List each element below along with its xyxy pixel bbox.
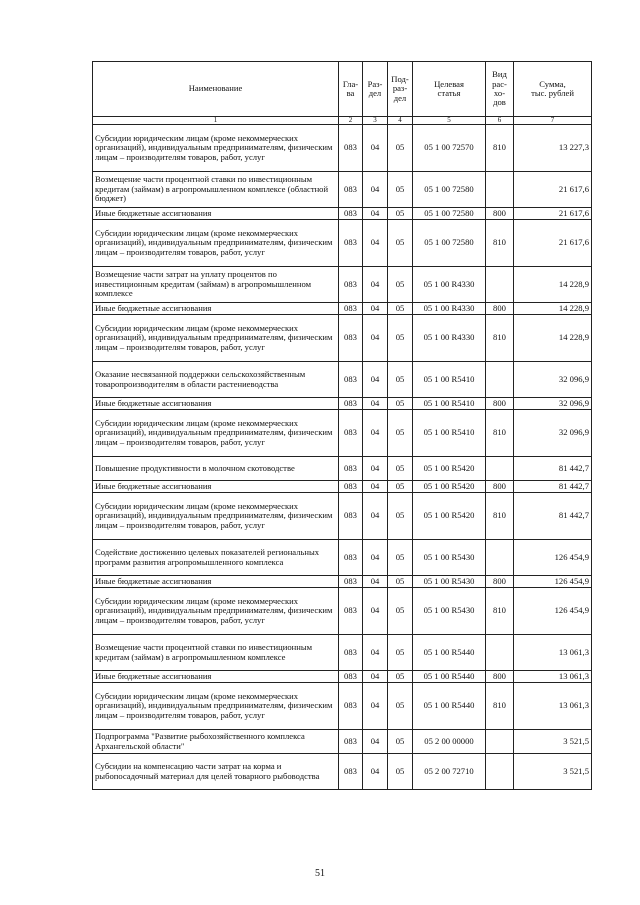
row-podrazdel: 05 (388, 362, 413, 398)
row-summa: 13 227,3 (514, 125, 592, 172)
page-number: 51 (315, 868, 325, 879)
header-celevaya-statya (413, 62, 486, 117)
header-razdel (363, 62, 388, 117)
row-vid-rashodov: 810 (486, 315, 514, 362)
row-celevaya-statya: 05 1 00 R5410 (413, 398, 486, 410)
header-name-text: Наименование (188, 83, 243, 94)
table-row (93, 125, 592, 172)
row-podrazdel: 05 (388, 588, 413, 635)
colnum-7: 7 (514, 117, 592, 125)
row-name: Субсидии юридическим лицам (кроме некоммерческих организаций), индивидуальным предпринимателям, физическим лицам – производителям товаров, работ, услуг (93, 410, 339, 457)
row-podrazdel: 05 (388, 410, 413, 457)
row-vid-rashodov (486, 362, 514, 398)
row-name: Субсидии юридическим лицам (кроме некоммерческих организаций), индивидуальным предпринимателям, физическим лицам – производителям товаров, работ, услуг (93, 125, 339, 172)
table-row (93, 410, 592, 457)
row-celevaya-statya: 05 1 00 72580 (413, 220, 486, 267)
row-summa: 81 442,7 (514, 481, 592, 493)
row-summa: 126 454,9 (514, 576, 592, 588)
row-summa: 126 454,9 (514, 540, 592, 576)
row-name: Субсидии юридическим лицам (кроме некоммерческих организаций), индивидуальным предпринимателям, физическим лицам – производителям товаров, работ, услуг (93, 220, 339, 267)
row-vid-rashodov: 810 (486, 125, 514, 172)
row-name: Субсидии на компенсацию части затрат на корма и рыбопосадочный материал для целей товарного рыбоводства (93, 754, 339, 790)
row-podrazdel: 05 (388, 125, 413, 172)
row-glava: 083 (339, 172, 363, 208)
budget-table (92, 61, 592, 790)
column-number-row (93, 117, 592, 125)
row-razdel: 04 (363, 671, 388, 683)
row-glava: 083 (339, 208, 363, 220)
row-razdel: 04 (363, 220, 388, 267)
header-vid-rashodov (486, 62, 514, 117)
header-glava (339, 62, 363, 117)
table-row (93, 267, 592, 303)
row-vid-rashodov (486, 172, 514, 208)
row-glava: 083 (339, 267, 363, 303)
row-razdel: 04 (363, 457, 388, 481)
row-name: Возмещение части процентной ставки по инвестиционным кредитам (займам) в агропромышленном комплексе (областной бюджет) (93, 172, 339, 208)
row-summa: 13 061,3 (514, 671, 592, 683)
table-row (93, 730, 592, 754)
row-podrazdel: 05 (388, 172, 413, 208)
colnum-4: 4 (388, 117, 413, 125)
row-glava: 083 (339, 303, 363, 315)
row-summa: 13 061,3 (514, 683, 592, 730)
row-podrazdel: 05 (388, 398, 413, 410)
row-summa: 14 228,9 (514, 315, 592, 362)
row-name: Оказание несвязанной поддержки сельскохозяйственным товаропроизводителям в области растениеводства (93, 362, 339, 398)
row-podrazdel: 05 (388, 493, 413, 540)
row-summa: 14 228,9 (514, 267, 592, 303)
table-row (93, 172, 592, 208)
row-razdel: 04 (363, 493, 388, 540)
row-vid-rashodov (486, 754, 514, 790)
row-name: Иные бюджетные ассигнования (93, 208, 339, 220)
row-vid-rashodov: 800 (486, 208, 514, 220)
table-body (93, 125, 592, 790)
row-celevaya-statya: 05 1 00 R5410 (413, 362, 486, 398)
row-podrazdel: 05 (388, 635, 413, 671)
row-name: Возмещение части затрат на уплату процентов по инвестиционным кредитам (займам) в агропромышленном комплексе (93, 267, 339, 303)
table-row (93, 683, 592, 730)
header-razdel-text: Раз- дел (367, 78, 383, 98)
table-row (93, 588, 592, 635)
row-podrazdel: 05 (388, 267, 413, 303)
row-glava: 083 (339, 754, 363, 790)
row-razdel: 04 (363, 410, 388, 457)
row-summa: 13 061,3 (514, 635, 592, 671)
row-celevaya-statya: 05 1 00 R4330 (413, 267, 486, 303)
row-razdel: 04 (363, 576, 388, 588)
row-celevaya-statya: 05 1 00 R5430 (413, 576, 486, 588)
row-name: Иные бюджетные ассигнования (93, 671, 339, 683)
table-row (93, 457, 592, 481)
row-vid-rashodov: 810 (486, 588, 514, 635)
row-name: Субсидии юридическим лицам (кроме некоммерческих организаций), индивидуальным предпринимателям, физическим лицам – производителям товаров, работ, услуг (93, 588, 339, 635)
row-podrazdel: 05 (388, 481, 413, 493)
row-glava: 083 (339, 410, 363, 457)
row-podrazdel: 05 (388, 540, 413, 576)
row-summa: 21 617,6 (514, 220, 592, 267)
header-podrazdel (388, 62, 413, 117)
row-celevaya-statya: 05 2 00 00000 (413, 730, 486, 754)
row-glava: 083 (339, 457, 363, 481)
table-row (93, 208, 592, 220)
row-glava: 083 (339, 588, 363, 635)
row-razdel: 04 (363, 362, 388, 398)
row-vid-rashodov: 800 (486, 303, 514, 315)
row-glava: 083 (339, 493, 363, 540)
table-row (93, 540, 592, 576)
row-summa: 3 521,5 (514, 754, 592, 790)
row-glava: 083 (339, 481, 363, 493)
row-vid-rashodov: 800 (486, 671, 514, 683)
row-razdel: 04 (363, 588, 388, 635)
table-row (93, 493, 592, 540)
header-summa (514, 62, 592, 117)
table-row (93, 315, 592, 362)
row-celevaya-statya: 05 1 00 R5410 (413, 410, 486, 457)
row-razdel: 04 (363, 172, 388, 208)
row-name: Повышение продуктивности в молочном скотоводстве (93, 457, 339, 481)
row-name: Субсидии юридическим лицам (кроме некоммерческих организаций), индивидуальным предпринимателям, физическим лицам – производителям товаров, работ, услуг (93, 683, 339, 730)
row-glava: 083 (339, 315, 363, 362)
row-summa: 32 096,9 (514, 410, 592, 457)
row-razdel: 04 (363, 315, 388, 362)
row-celevaya-statya: 05 1 00 R5440 (413, 635, 486, 671)
row-summa: 32 096,9 (514, 362, 592, 398)
table-row (93, 576, 592, 588)
row-razdel: 04 (363, 635, 388, 671)
header-summa-text: Сумма, тыс. рублей (531, 78, 574, 98)
row-summa: 3 521,5 (514, 730, 592, 754)
row-celevaya-statya: 05 1 00 R5430 (413, 588, 486, 635)
row-celevaya-statya: 05 1 00 R4330 (413, 315, 486, 362)
row-vid-rashodov: 810 (486, 410, 514, 457)
row-name: Иные бюджетные ассигнования (93, 576, 339, 588)
colnum-5: 5 (413, 117, 486, 125)
header-name (93, 62, 339, 117)
header-podrazdel-text: Под- раз- дел (391, 73, 409, 103)
row-razdel: 04 (363, 730, 388, 754)
row-razdel: 04 (363, 754, 388, 790)
row-razdel: 04 (363, 303, 388, 315)
row-podrazdel: 05 (388, 315, 413, 362)
row-vid-rashodov (486, 730, 514, 754)
row-name: Иные бюджетные ассигнования (93, 303, 339, 315)
row-glava: 083 (339, 125, 363, 172)
row-celevaya-statya: 05 1 00 R5440 (413, 671, 486, 683)
row-celevaya-statya: 05 1 00 R5430 (413, 540, 486, 576)
row-celevaya-statya: 05 1 00 R4330 (413, 303, 486, 315)
row-name: Иные бюджетные ассигнования (93, 398, 339, 410)
colnum-1: 1 (93, 117, 339, 125)
row-name: Возмещение части процентной ставки по инвестиционным кредитам (займам) в агропромышленном комплексе (93, 635, 339, 671)
row-celevaya-statya: 05 1 00 72580 (413, 208, 486, 220)
row-razdel: 04 (363, 125, 388, 172)
row-celevaya-statya: 05 1 00 72580 (413, 172, 486, 208)
row-podrazdel: 05 (388, 671, 413, 683)
table-row (93, 362, 592, 398)
row-glava: 083 (339, 540, 363, 576)
row-celevaya-statya: 05 2 00 72710 (413, 754, 486, 790)
row-glava: 083 (339, 671, 363, 683)
row-name: Субсидии юридическим лицам (кроме некоммерческих организаций), индивидуальным предпринимателям, физическим лицам – производителям товаров, работ, услуг (93, 493, 339, 540)
row-summa: 126 454,9 (514, 588, 592, 635)
row-glava: 083 (339, 730, 363, 754)
row-vid-rashodov (486, 267, 514, 303)
row-vid-rashodov (486, 457, 514, 481)
row-name: Содействие достижению целевых показателей региональных программ развития агропромышленного комплекса (93, 540, 339, 576)
row-razdel: 04 (363, 540, 388, 576)
row-vid-rashodov: 810 (486, 683, 514, 730)
row-glava: 083 (339, 362, 363, 398)
colnum-3: 3 (363, 117, 388, 125)
row-celevaya-statya: 05 1 00 R5420 (413, 481, 486, 493)
row-celevaya-statya: 05 1 00 R5420 (413, 493, 486, 540)
header-celevaya-text: Целевая статья (434, 78, 464, 98)
row-vid-rashodov: 810 (486, 493, 514, 540)
row-celevaya-statya: 05 1 00 72570 (413, 125, 486, 172)
row-podrazdel: 05 (388, 457, 413, 481)
row-celevaya-statya: 05 1 00 R5420 (413, 457, 486, 481)
header-glava-text: Гла- ва (342, 78, 359, 98)
row-summa: 81 442,7 (514, 457, 592, 481)
row-vid-rashodov (486, 540, 514, 576)
table-row (93, 220, 592, 267)
row-podrazdel: 05 (388, 208, 413, 220)
row-vid-rashodov: 810 (486, 220, 514, 267)
table-row (93, 635, 592, 671)
row-razdel: 04 (363, 683, 388, 730)
row-glava: 083 (339, 683, 363, 730)
row-podrazdel: 05 (388, 730, 413, 754)
row-razdel: 04 (363, 398, 388, 410)
row-summa: 21 617,6 (514, 172, 592, 208)
row-glava: 083 (339, 576, 363, 588)
row-name: Субсидии юридическим лицам (кроме некоммерческих организаций), индивидуальным предпринимателям, физическим лицам – производителям товаров, работ, услуг (93, 315, 339, 362)
row-summa: 81 442,7 (514, 493, 592, 540)
row-vid-rashodov: 800 (486, 398, 514, 410)
row-vid-rashodov: 800 (486, 576, 514, 588)
table-row (93, 481, 592, 493)
row-razdel: 04 (363, 208, 388, 220)
row-podrazdel: 05 (388, 754, 413, 790)
row-glava: 083 (339, 398, 363, 410)
row-name: Подпрограмма "Развитие рыбохозяйственного комплекса Архангельской области" (93, 730, 339, 754)
row-vid-rashodov: 800 (486, 481, 514, 493)
row-glava: 083 (339, 635, 363, 671)
row-razdel: 04 (363, 267, 388, 303)
row-name: Иные бюджетные ассигнования (93, 481, 339, 493)
row-summa: 14 228,9 (514, 303, 592, 315)
colnum-2: 2 (339, 117, 363, 125)
row-podrazdel: 05 (388, 303, 413, 315)
row-glava: 083 (339, 220, 363, 267)
header-row (93, 62, 592, 117)
table-row (93, 303, 592, 315)
table-row (93, 398, 592, 410)
header-vid-text: Вид рас- хо- дов (492, 69, 507, 108)
colnum-6: 6 (486, 117, 514, 125)
row-podrazdel: 05 (388, 576, 413, 588)
table-row (93, 671, 592, 683)
row-summa: 32 096,9 (514, 398, 592, 410)
row-vid-rashodov (486, 635, 514, 671)
table-row (93, 754, 592, 790)
row-razdel: 04 (363, 481, 388, 493)
row-celevaya-statya: 05 1 00 R5440 (413, 683, 486, 730)
row-podrazdel: 05 (388, 220, 413, 267)
row-summa: 21 617,6 (514, 208, 592, 220)
row-podrazdel: 05 (388, 683, 413, 730)
